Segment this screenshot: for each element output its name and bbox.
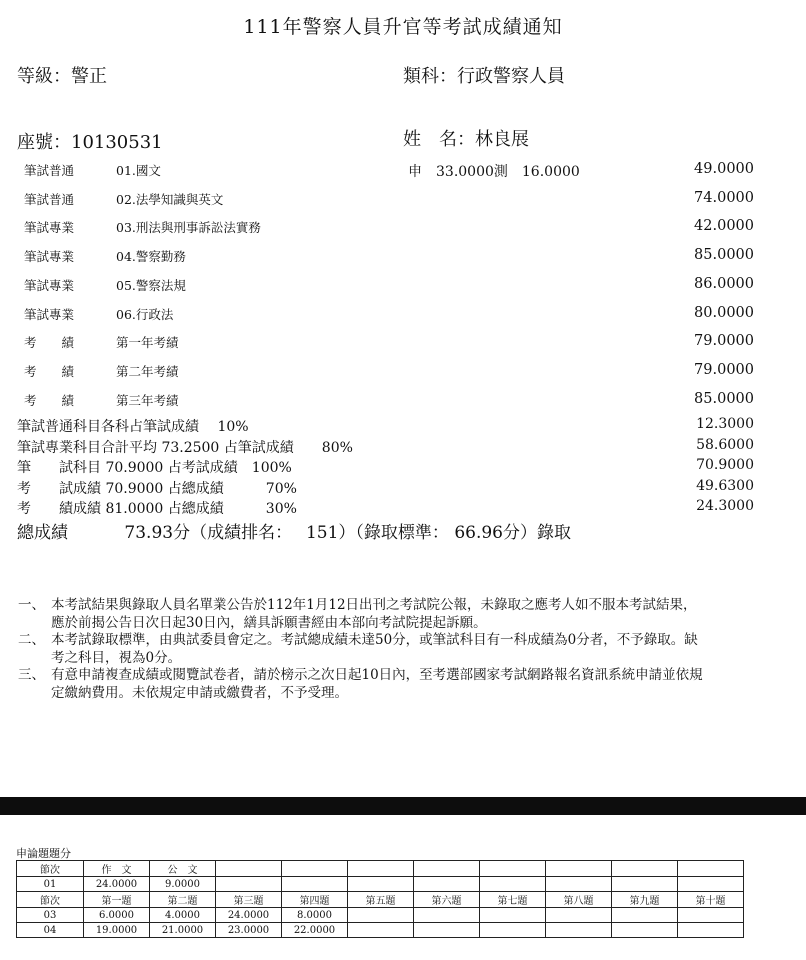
summary-score: 24.3000 xyxy=(696,498,754,514)
summary-row xyxy=(0,457,806,477)
subject-name: 第一年考績 xyxy=(116,335,179,351)
summary-row xyxy=(0,498,806,518)
table-cell: 9.0000 xyxy=(150,877,216,892)
subject-category: 筆試普通 xyxy=(24,163,75,178)
table-cell xyxy=(348,923,414,938)
subject-score: 85.0000 xyxy=(694,247,754,264)
subject-name: 01.國文 xyxy=(116,163,161,178)
essay-scores-title: 申論題題分 xyxy=(16,847,71,860)
essay-scores-table xyxy=(16,860,744,938)
summary-label: 筆試專業科目合計平均 73.2500 占筆試成績 80% xyxy=(17,439,353,456)
table-cell: 節次 xyxy=(17,892,84,908)
subject-row xyxy=(0,362,806,388)
table-cell: 作 文 xyxy=(84,861,150,877)
subject-name: 04.警察勤務 xyxy=(116,249,186,265)
note-number: 一、 xyxy=(18,597,45,613)
table-cell xyxy=(678,877,744,892)
table-cell: 第八題 xyxy=(546,892,612,908)
summary-label: 筆 試科目 70.9000 占考試成績 100% xyxy=(17,460,292,476)
table-row xyxy=(17,923,744,938)
subject-row xyxy=(0,276,806,302)
table-cell: 節次 xyxy=(17,861,84,877)
table-cell: 22.0000 xyxy=(282,923,348,938)
table-cell: 第二題 xyxy=(150,892,216,908)
subject-category: 筆試專業 xyxy=(24,249,75,265)
subject-row xyxy=(0,218,806,244)
summary-label: 考 試成績 70.9000 占總成績 70% xyxy=(17,480,297,497)
subject-category: 筆試專業 xyxy=(24,306,75,322)
subject-score: 80.0000 xyxy=(694,304,754,321)
table-cell: 第三題 xyxy=(216,892,282,908)
table-cell: 公 文 xyxy=(150,861,216,877)
note-item xyxy=(18,632,708,667)
subject-name: 第二年考績 xyxy=(116,363,179,379)
table-cell xyxy=(414,923,480,938)
table-cell: 21.0000 xyxy=(150,923,216,938)
table-cell xyxy=(480,908,546,923)
category-label: 類科：行政警察人員 xyxy=(403,66,565,87)
subject-row xyxy=(0,247,806,273)
note-number: 三、 xyxy=(18,667,45,683)
subject-row xyxy=(0,190,806,216)
subject-score: 85.0000 xyxy=(694,390,754,407)
note-item xyxy=(18,597,708,632)
candidate-name: 姓 名：林良展 xyxy=(403,129,529,150)
table-cell xyxy=(546,877,612,892)
subject-name: 03.刑法與刑事訴訟法實務 xyxy=(116,220,261,236)
subject-category: 考 績 xyxy=(24,392,75,408)
subject-score: 74.0000 xyxy=(694,189,754,206)
divider-bar xyxy=(0,797,806,815)
page-title: 111年警察人員升官等考試成績通知 xyxy=(243,16,563,38)
table-cell: 第六題 xyxy=(414,892,480,908)
note-item xyxy=(18,667,708,702)
table-cell: 第一題 xyxy=(84,892,150,908)
subject-category: 考 績 xyxy=(24,363,75,379)
subject-row xyxy=(0,161,806,187)
subject-score: 79.0000 xyxy=(694,361,754,378)
table-cell: 第四題 xyxy=(282,892,348,908)
subject-name: 02.法學知識與英文 xyxy=(116,191,224,207)
table-cell: 8.0000 xyxy=(282,908,348,923)
table-cell xyxy=(480,923,546,938)
table-cell xyxy=(282,861,348,877)
summary-score: 70.9000 xyxy=(696,457,754,473)
grade-label: 等級：警正 xyxy=(17,66,107,87)
table-row xyxy=(17,892,744,908)
table-cell xyxy=(678,908,744,923)
subject-category: 筆試專業 xyxy=(24,277,75,293)
table-cell xyxy=(480,877,546,892)
table-cell: 第五題 xyxy=(348,892,414,908)
table-cell xyxy=(348,877,414,892)
subject-score: 42.0000 xyxy=(694,218,754,235)
table-cell: 19.0000 xyxy=(84,923,150,938)
summary-score: 12.3000 xyxy=(696,416,754,432)
table-cell: 01 xyxy=(17,877,84,892)
table-cell xyxy=(282,877,348,892)
subject-row xyxy=(0,305,806,331)
table-cell xyxy=(216,861,282,877)
note-text: 本考試錄取標準，由典試委員會定之。考試總成績未達50分，或筆試科目有一科成績為0分者，不予錄取。缺考之科目，視為0分。 xyxy=(51,632,698,666)
table-row xyxy=(17,861,744,877)
subject-row xyxy=(0,391,806,417)
subject-score: 79.0000 xyxy=(694,333,754,350)
summary-score: 58.6000 xyxy=(696,436,754,453)
subject-score: 49.0000 xyxy=(694,161,754,177)
table-cell xyxy=(612,861,678,877)
table-cell xyxy=(414,877,480,892)
table-cell: 第九題 xyxy=(612,892,678,908)
summary-score: 49.6300 xyxy=(696,477,754,494)
summary-label: 考 績成績 81.0000 占總成績 30% xyxy=(17,501,297,517)
subject-category: 筆試普通 xyxy=(24,191,75,207)
subject-name: 06.行政法 xyxy=(116,306,174,322)
summary-label: 筆試普通科目各科占筆試成績 10% xyxy=(17,419,249,435)
table-cell xyxy=(216,877,282,892)
table-cell xyxy=(546,923,612,938)
table-row xyxy=(17,877,744,892)
table-cell: 第七題 xyxy=(480,892,546,908)
note-text: 有意申請複查成績或閱覽試卷者，請於榜示之次日起10日內，至考選部國家考試網路報名資訊系統申請並依規定繳納費用。未依規定申請或繳費者，不予受理。 xyxy=(51,667,703,701)
table-cell: 6.0000 xyxy=(84,908,150,923)
seat-number: 座號：10130531 xyxy=(17,132,163,153)
table-cell xyxy=(348,861,414,877)
table-cell xyxy=(414,908,480,923)
subject-category: 考 績 xyxy=(24,335,75,351)
subject-breakdown: 申 33.0000測 16.0000 xyxy=(408,164,580,180)
table-cell xyxy=(678,923,744,938)
notes-section xyxy=(18,597,708,702)
subject-score: 86.0000 xyxy=(694,275,754,292)
table-cell xyxy=(348,908,414,923)
table-cell xyxy=(612,877,678,892)
table-cell xyxy=(414,861,480,877)
table-cell: 04 xyxy=(17,923,84,938)
subject-row xyxy=(0,333,806,359)
table-cell xyxy=(612,908,678,923)
table-cell xyxy=(546,861,612,877)
table-cell: 24.0000 xyxy=(84,877,150,892)
note-text: 本考試結果與錄取人員名單業公告於112年1月12日出刊之考試院公報，未錄取之應考人如不服本考試結果，應於前揭公告日次日起30日內，繕具訴願書經由本部向考試院提起訴願。 xyxy=(51,597,697,631)
table-cell: 第十題 xyxy=(678,892,744,908)
table-cell: 03 xyxy=(17,908,84,923)
summary-row xyxy=(0,416,806,436)
subject-name: 05.警察法規 xyxy=(116,277,186,293)
table-cell: 4.0000 xyxy=(150,908,216,923)
note-number: 二、 xyxy=(18,632,45,648)
table-row xyxy=(17,908,744,923)
table-cell xyxy=(546,908,612,923)
subject-name: 第三年考績 xyxy=(116,392,179,408)
summary-row xyxy=(0,437,806,457)
table-cell xyxy=(612,923,678,938)
total-score: 總成績 73.93分（成績排名： 151）（錄取標準： 66.96分）錄取 xyxy=(17,523,571,543)
table-cell: 24.0000 xyxy=(216,908,282,923)
table-cell xyxy=(678,861,744,877)
table-cell xyxy=(480,861,546,877)
summary-row xyxy=(0,478,806,498)
table-cell: 23.0000 xyxy=(216,923,282,938)
subject-category: 筆試專業 xyxy=(24,220,75,236)
